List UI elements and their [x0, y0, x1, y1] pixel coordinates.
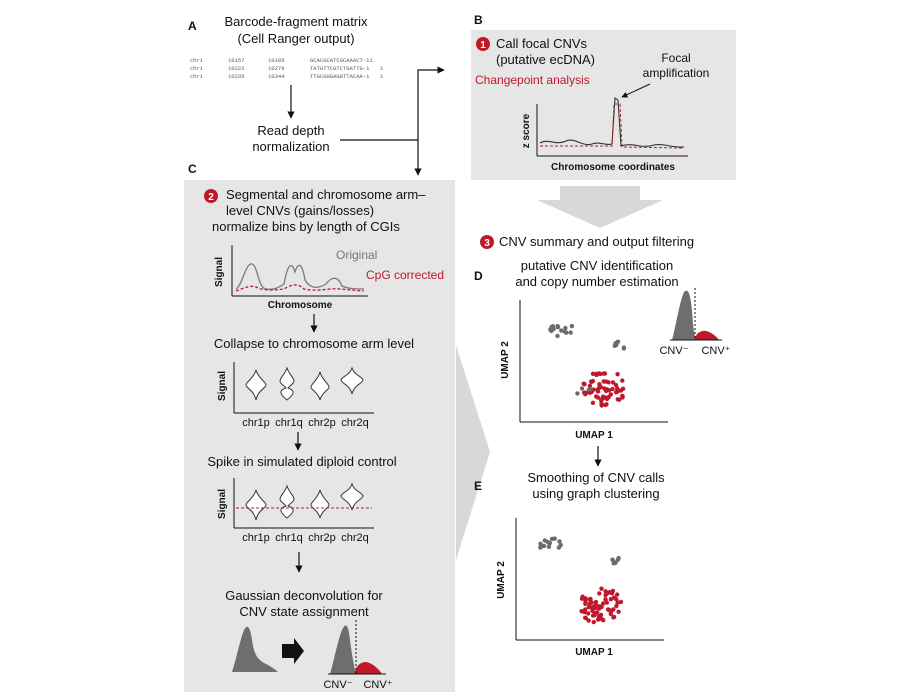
umap-point-cnv-positive: [610, 591, 614, 595]
umap-point-cnv-positive: [604, 402, 608, 406]
inset-neg-label: CNV⁻: [659, 345, 689, 357]
umap-point-cnv-positive: [582, 610, 586, 614]
panel-c-title-3: normalize bins by length of CGIs: [212, 219, 400, 234]
matrix-cell: 10157: [228, 57, 245, 64]
step-number-1: 1: [480, 40, 486, 51]
arm-label: chr2q: [341, 417, 369, 429]
spike-in-step-label: Spike in simulated diploid control: [207, 454, 397, 469]
matrix-cell: chr1: [190, 57, 204, 64]
normalization-label-2: normalization: [252, 139, 330, 154]
focal-amp-label-2: amplification: [642, 66, 710, 80]
panel-b-title: Call focal CNVs: [496, 36, 588, 51]
matrix-cell: 10279: [268, 65, 285, 72]
umap-point-cnv-positive: [591, 401, 595, 405]
signal-ylabel: Signal: [214, 256, 225, 288]
umap-point-cnv-positive: [599, 587, 603, 591]
zscore-ylabel: z score: [521, 113, 532, 149]
chromosome-xlabel: Chromosome: [267, 300, 333, 311]
umap-point-cnv-negative: [570, 324, 574, 328]
arm-label: chr2p: [308, 532, 336, 544]
umap-point-cnv-positive: [620, 378, 624, 382]
umap-d-points: [548, 324, 626, 408]
matrix-cell: 1: [380, 65, 384, 72]
arm-label: chr2p: [308, 417, 336, 429]
umap-d-xlabel: UMAP 1: [575, 430, 613, 441]
panel-a-subtitle: (Cell Ranger output): [237, 31, 355, 46]
panel-d-title-2: and copy number estimation: [515, 274, 679, 289]
umap-point-cnv-negative: [557, 545, 561, 549]
umap-e-points: [538, 536, 623, 624]
umap-point-cnv-positive: [586, 618, 590, 622]
cnv-threshold-inset: [659, 288, 730, 357]
arm-label: chr1p: [242, 417, 270, 429]
umap-point-cnv-negative: [564, 331, 568, 335]
umap-point-cnv-positive: [592, 620, 596, 624]
umap-point-cnv-positive: [598, 372, 602, 376]
violin2-ylabel: Signal: [217, 488, 228, 520]
umap-point-cnv-negative: [587, 387, 591, 391]
arrow-to-panel-b: [340, 70, 444, 140]
panel-c-title: Segmental and chromosome arm–: [226, 187, 426, 202]
panel-a-letter: A: [188, 19, 197, 33]
umap-point-cnv-positive: [580, 597, 584, 601]
umap-point-cnv-negative: [613, 341, 617, 345]
umap-point-cnv-negative: [550, 537, 554, 541]
umap-e: [496, 518, 664, 658]
umap-point-cnv-positive: [596, 389, 600, 393]
panel-b-subtitle: (putative ecDNA): [496, 52, 595, 67]
focal-amp-label: Focal: [661, 51, 691, 65]
umap-point-cnv-positive: [600, 397, 604, 401]
umap-point-cnv-positive: [590, 600, 594, 604]
panel-e-title-2: using graph clustering: [532, 486, 660, 501]
umap-point-cnv-positive: [614, 390, 618, 394]
panel-e-title: Smoothing of CNV calls: [527, 470, 665, 485]
umap-point-cnv-negative: [559, 328, 563, 332]
step-number-2: 2: [208, 192, 214, 203]
umap-point-cnv-negative: [580, 386, 584, 390]
arm-label: chr1q: [275, 417, 303, 429]
arm-label: chr1q: [275, 532, 303, 544]
step-number-3: 3: [484, 238, 490, 249]
umap-d-ylabel: UMAP 2: [500, 341, 511, 379]
umap-point-cnv-positive: [591, 372, 595, 376]
panel-c-title-2: level CNVs (gains/losses): [226, 203, 375, 218]
umap-point-cnv-negative: [538, 545, 542, 549]
umap-point-cnv-negative: [557, 539, 561, 543]
flow-arrow-right: [456, 345, 490, 560]
umap-point-cnv-positive: [620, 394, 624, 398]
umap-d: [500, 300, 668, 441]
deconvolution-step-label: Gaussian deconvolution for: [225, 588, 383, 603]
panel-d-title: putative CNV identification: [520, 258, 674, 273]
matrix-cell: TTGCGGGAGGTTACAA-1: [310, 73, 370, 80]
arm-label: chr1p: [242, 532, 270, 544]
umap-point-cnv-positive: [599, 613, 603, 617]
violin-ylabel: Signal: [217, 370, 228, 402]
umap-e-xlabel: UMAP 1: [575, 647, 613, 658]
umap-point-cnv-positive: [600, 617, 604, 621]
matrix-cell: chr1: [190, 65, 204, 72]
matrix-cell: 10344: [268, 73, 285, 80]
umap-point-cnv-positive: [597, 382, 601, 386]
umap-point-cnv-negative: [569, 330, 573, 334]
arm-label: chr2q: [341, 532, 369, 544]
umap-point-cnv-positive: [616, 610, 620, 614]
panel-d-letter: D: [474, 269, 483, 283]
cnv-negative-label: CNV⁻: [323, 679, 353, 691]
umap-point-cnv-positive: [615, 372, 619, 376]
cnv-positive-label: CNV⁺: [363, 679, 393, 691]
matrix-cell: chr1: [190, 73, 204, 80]
umap-point-cnv-positive: [592, 613, 596, 617]
umap-point-cnv-positive: [609, 597, 613, 601]
legend-cpg-corrected: CpG corrected: [366, 268, 445, 282]
normalization-label: Read depth: [257, 123, 325, 138]
collapse-step-label: Collapse to chromosome arm level: [213, 336, 415, 351]
umap-point-cnv-positive: [614, 604, 618, 608]
matrix-cell: 10185: [268, 57, 285, 64]
umap-point-cnv-positive: [606, 591, 610, 595]
matrix-cell: 1: [380, 73, 384, 80]
umap-point-cnv-positive: [617, 398, 621, 402]
umap-e-ylabel: UMAP 2: [496, 561, 507, 599]
umap-point-cnv-positive: [604, 379, 608, 383]
umap-point-cnv-negative: [575, 391, 579, 395]
zscore-xlabel: Chromosome coordinates: [551, 162, 675, 173]
umap-point-cnv-positive: [592, 604, 596, 608]
umap-point-cnv-positive: [615, 592, 619, 596]
umap-point-cnv-positive: [602, 386, 606, 390]
umap-point-cnv-negative: [563, 326, 567, 330]
inset-positive-tail: [694, 331, 719, 340]
legend-original: Original: [336, 248, 378, 262]
umap-point-cnv-negative: [612, 561, 616, 565]
matrix-cell: TATGTTCGTCTGATTG-1: [310, 65, 370, 72]
deconvolution-step-label-2: CNV state assignment: [239, 604, 369, 619]
umap-point-cnv-positive: [583, 602, 587, 606]
changepoint-label: Changepoint analysis: [475, 73, 590, 87]
umap-point-cnv-positive: [597, 591, 601, 595]
matrix-cell: 10235: [228, 73, 245, 80]
umap-point-cnv-negative: [622, 345, 626, 349]
matrix-cell: GCACGCATCGCAAACT-11: [310, 57, 373, 64]
flow-arrow-down: [537, 186, 663, 228]
umap-point-cnv-negative: [555, 334, 559, 338]
umap-point-cnv-positive: [607, 388, 611, 392]
inset-pos-label: CNV⁺: [701, 345, 731, 357]
umap-point-cnv-positive: [600, 403, 604, 407]
umap-point-cnv-positive: [594, 600, 598, 604]
umap-point-cnv-positive: [619, 600, 623, 604]
umap-point-cnv-positive: [607, 395, 611, 399]
umap-point-cnv-positive: [619, 388, 623, 392]
panel-b-letter: B: [474, 13, 483, 27]
panel-e-letter: E: [474, 479, 483, 493]
matrix-cell: 10222: [228, 65, 245, 72]
umap-point-cnv-negative: [555, 324, 559, 328]
summary-title: CNV summary and output filtering: [499, 234, 695, 249]
umap-point-cnv-positive: [582, 382, 586, 386]
umap-point-cnv-negative: [548, 541, 552, 545]
panel-a-title: Barcode-fragment matrix: [224, 14, 368, 29]
inset-negative-peak: [672, 291, 696, 340]
umap-point-cnv-positive: [611, 380, 615, 384]
umap-point-cnv-positive: [589, 379, 593, 383]
panel-c-letter: C: [188, 162, 197, 176]
barcode-matrix: [190, 57, 384, 80]
umap-point-cnv-positive: [599, 605, 603, 609]
umap-point-cnv-positive: [587, 605, 591, 609]
umap-point-cnv-positive: [609, 609, 613, 613]
umap-point-cnv-negative: [549, 325, 553, 329]
